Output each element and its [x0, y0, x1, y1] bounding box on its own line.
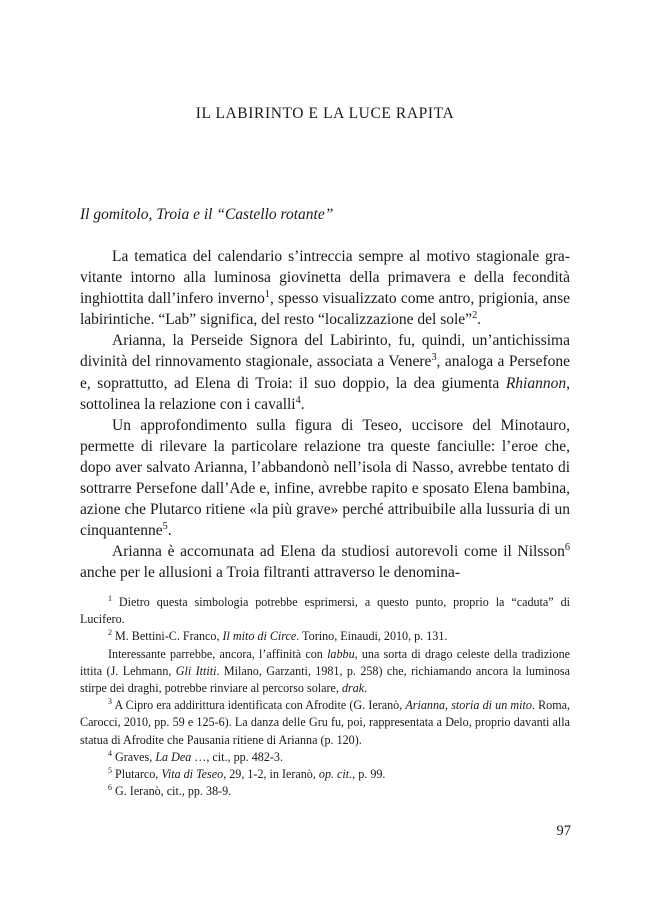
footnote-ref-2[interactable]: 2 [472, 310, 478, 322]
footnotes [80, 594, 570, 800]
paragraph-1: La tematica del calendario s’intreccia sempre al motivo stagionale gravitante intorno alla luminosa giovinetta della primavera e della fecondità inghiottita dall’infero inverno$^1$, spesso visualizzato come antro, prigionia, anse labirintiche. “Lab” significa, del resto “localizzazione del sole”$^2$. [80, 248, 570, 329]
footnote-ref-6[interactable]: 6 [564, 542, 570, 554]
page-title: IL LABIRINTO E LA LUCE RAPITA [195, 105, 455, 122]
footnote-ref-1[interactable]: 1 [264, 289, 270, 301]
footnote-ref-5[interactable]: 5 [162, 521, 168, 533]
footnote-ref-4[interactable]: 4 [295, 394, 301, 406]
page-number: 97 [556, 823, 571, 839]
footnote-4: $^4$ Graves, La Dea …, cit., pp. 482-3. [108, 748, 283, 764]
footnote-1: $^1$ Dietro questa simbologia potrebbe esprimersi, a questo punto, proprio la “caduta” di Lucifero. [80, 593, 570, 627]
section-heading: Il gomitolo, Troia e il “Castello rotante” [80, 206, 334, 223]
footnote-ref-3[interactable]: 3 [431, 352, 437, 364]
footnote-6: $^6$ G. Ieranò, cit., pp. 38-9. [108, 783, 232, 799]
footnote-3: $^3$ A Cipro era addirittura identificata con Afrodite (G. Ieranò, Arianna, storia di un mito. Roma, Carocci, 2010, pp. 59 e 125-6). La danza delle Gru fu, poi, rappresentata a Delo, proprio davanti alla statua di Afrodite che Pausania ritiene di Arianna (p. 120). [80, 697, 570, 747]
paragraph-4: Arianna è accomunata ad Elena da studiosi autorevoli come il Nilsson$^6$ anche per le allusioni a Troia filtranti attraverso le denomina- [80, 542, 570, 582]
footnote-2: $^2$ M. Bettini-C. Franco, Il mito di Circe. Torino, Einaudi, 2010, p. 131. [108, 628, 448, 644]
paragraph-3: Un approfondimento sulla figura di Teseo, uccisore del Minotauro, permette di rilevare la particolare relazione tra queste fanciulle: l’eroe che, dopo aver salvato Arianna, l’abbandonò nell’isola di Nasso, avrebbe tentato di sottrarre Persefone dall’Ade e, infine, avrebbe rapito e sposato Elena bambina, azione che Plutarco ritiene «la più grave» perché attribuibile alla lussuria di un cinquantenne$^5$. [80, 416, 570, 540]
footnote-2-continued: Interessante parrebbe, ancora, l’affinità con labbu, una sorta di drago celeste della tradizione ittita (J. Lehmann, Gli Ittiti. Milano, Garzanti, 1981, p. 258) che, richiamando ancora la luminosa stirpe dei draghi, potrebbe rinviare al percorso solare, drak. [80, 646, 570, 696]
footnote-5: $^5$ Plutarco, Vita di Teseo, 29, 1-2, in Ieranò, op. cit., p. 99. [108, 766, 386, 782]
paragraph-2: Arianna, la Perseide Signora del Labirinto, fu, quindi, un’antichissima divinità del rinnovamento stagionale, associata a Venere$^3$, analoga a Persefone e, soprattutto, ad Elena di Troia: il suo doppio, la dea giumenta Rhiannon, sottolinea la relazione con i cavalli$^4$. [80, 332, 570, 413]
main-text [80, 246, 570, 584]
